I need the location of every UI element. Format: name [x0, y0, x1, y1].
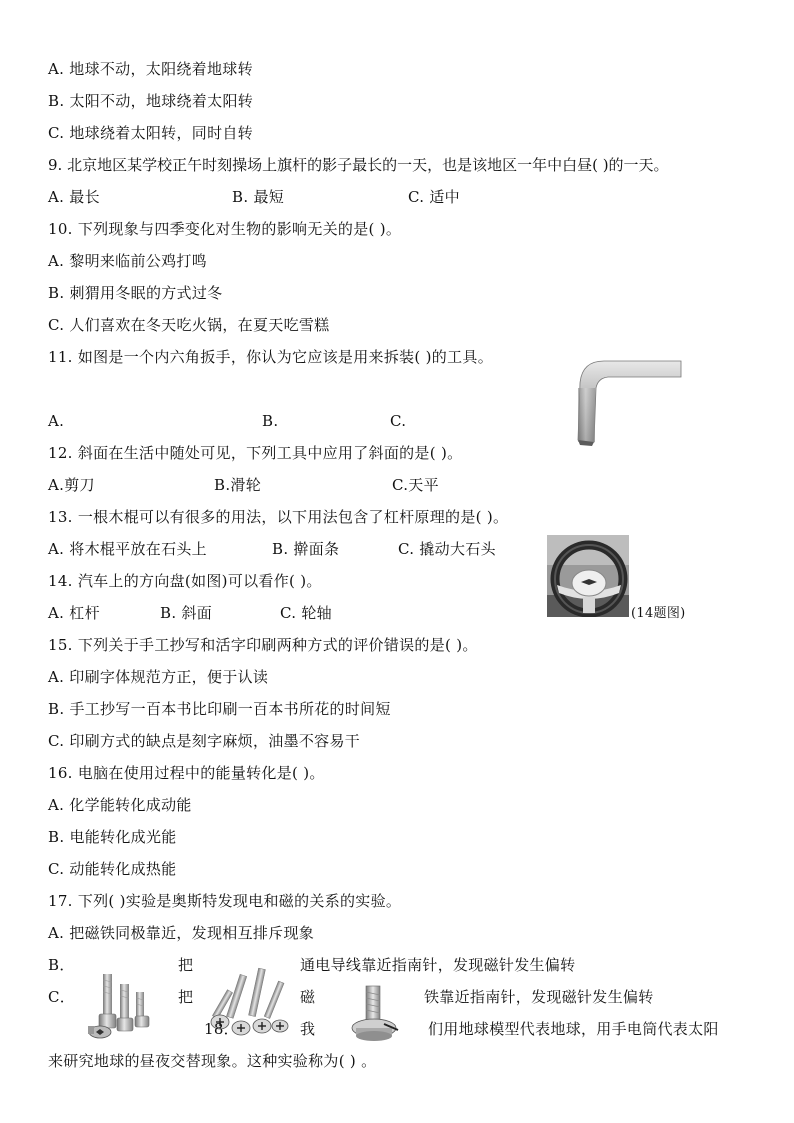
q13-option-c: C. 撬动大石头	[398, 540, 496, 558]
q17-option-c-word2: 磁	[300, 988, 316, 1006]
q12-option-b: B.滑轮	[214, 476, 261, 494]
q17-option-b-text: 通电导线靠近指南针，发现磁针发生偏转	[300, 956, 576, 974]
q15-option-c: C. 印刷方式的缺点是刻字麻烦，油墨不容易干	[48, 732, 361, 750]
q13-option-a: A. 将木棍平放在石头上	[48, 540, 207, 558]
q14-option-c: C. 轮轴	[280, 604, 332, 622]
steering-wheel-image	[547, 535, 629, 617]
q9-option-b: B. 最短	[232, 188, 285, 206]
q16-option-b: B. 电能转化成光能	[48, 828, 177, 846]
q18-word: 我	[300, 1020, 316, 1038]
q14-figure-caption: (14题图)	[631, 606, 686, 621]
q16-option-c: C. 动能转化成热能	[48, 860, 177, 878]
q17-option-c-label: C．	[48, 988, 76, 1006]
q15-option-b: B. 手工抄写一百本书比印刷一百本书所花的时间短	[48, 700, 391, 718]
q8-option-b: B. 太阳不动，地球绕着太阳转	[48, 92, 254, 110]
q17-stem: 17. 下列( )实验是奥斯特发现电和磁的关系的实验。	[48, 892, 402, 910]
q9-stem: 9. 北京地区某学校正午时刻操场上旗杆的影子最长的一天，也是该地区一年中白昼( )的一天。	[48, 156, 669, 174]
q17-option-c-text: 铁靠近指南针，发现磁针发生偏转	[424, 988, 654, 1006]
q10-option-b: B. 刺猬用冬眠的方式过冬	[48, 284, 223, 302]
q16-stem: 16. 电脑在使用过程中的能量转化是( )。	[48, 764, 325, 782]
q13-option-b: B. 擀面条	[272, 540, 340, 558]
q8-option-c: C. 地球绕着太阳转，同时自转	[48, 124, 253, 142]
q18-stem-line2: 来研究地球的昼夜交替现象。这种实验称为( ) 。	[48, 1052, 377, 1070]
q17-option-b-label: B．	[48, 956, 75, 974]
q14-option-a: A. 杠杆	[48, 604, 100, 622]
q10-option-a: A. 黎明来临前公鸡打鸣	[48, 252, 207, 270]
q16-option-a: A. 化学能转化成动能	[48, 796, 192, 814]
q11-option-b: B.	[262, 412, 279, 430]
q11-stem: 11. 如图是一个内六角扳手，你认为它应该是用来拆装( )的工具。	[48, 348, 493, 366]
q17-option-c-word: 把	[178, 988, 194, 1006]
q18-stem-line1: 们用地球模型代表地球，用手电筒代表太阳	[428, 1020, 719, 1038]
q13-stem: 13. 一根木棍可以有很多的用法，以下用法包含了杠杆原理的是( )。	[48, 508, 509, 526]
q14-stem: 14. 汽车上的方向盘(如图)可以看作( )。	[48, 572, 322, 590]
q17-option-b-word: 把	[178, 956, 194, 974]
q11-option-a: A.	[48, 412, 65, 430]
q15-stem: 15. 下列关于手工抄写和活字印刷两种方式的评价错误的是( )。	[48, 636, 478, 654]
q12-option-c: C.天平	[392, 476, 439, 494]
q15-option-a: A. 印刷字体规范方正，便于认读	[48, 668, 269, 686]
q14-option-b: B. 斜面	[160, 604, 213, 622]
hex-socket-bolts-image	[86, 968, 162, 1042]
q18-number: 18．	[204, 1020, 239, 1038]
q10-stem: 10. 下列现象与四季变化对生物的影响无关的是( )。	[48, 220, 402, 238]
slotted-bolt-image	[350, 984, 404, 1042]
q11-option-c: C.	[390, 412, 407, 430]
q10-option-c: C. 人们喜欢在冬天吃火锅，在夏天吃雪糕	[48, 316, 330, 334]
q17-option-a: A. 把磁铁同极靠近，发现相互排斥现象	[48, 924, 315, 942]
q8-option-a: A. 地球不动，太阳绕着地球转	[48, 60, 253, 78]
q12-stem: 12. 斜面在生活中随处可见，下列工具中应用了斜面的是( )。	[48, 444, 463, 462]
q9-option-c: C. 适中	[408, 188, 460, 206]
hex-key-wrench-image	[574, 358, 684, 446]
q12-option-a: A.剪刀	[48, 476, 95, 494]
q9-option-a: A. 最长	[48, 188, 100, 206]
